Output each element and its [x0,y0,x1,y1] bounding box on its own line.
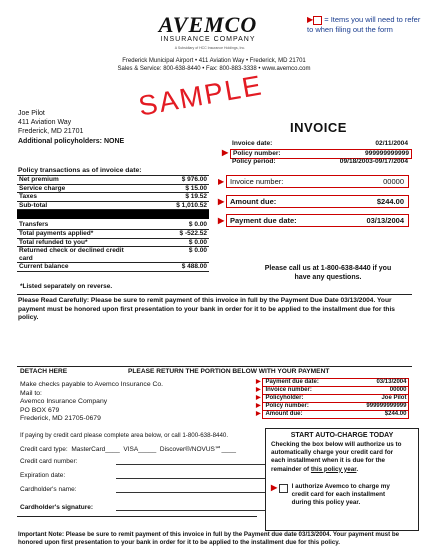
avemco-logo [148,12,268,43]
detach-line [17,366,412,367]
red-arrow-icon: ▶ [218,197,225,206]
table-row: Returned check or declined credit card $ 0.00 [19,247,207,262]
red-arrow-icon: ▶ [218,177,225,186]
table-row: Net premium $ 976.00 [19,176,207,183]
red-arrow-icon: ▶ [218,216,225,225]
cardholder-name-field[interactable] [116,486,266,493]
company-contact: Sales & Service: 800-638-8440 • Fax: 800-883-3338 • www.avemco.com [117,66,311,72]
remit-address: Make checks payable to Avemco Insurance Co. Mail to: Avemco Insurance Company PO BOX 679 Frederick, MD 21705-0679 [20,381,164,423]
card-type-row: Credit card type: MasterCard____ VISA_____ Discover®/NOVUS℠____ [20,446,236,453]
recipient-city: Frederick, MD 21701 [18,128,84,135]
stub-row: ▶ Invoice number: 00000 [256,386,414,394]
red-arrow-icon: ▶ [256,403,261,409]
auto-charge-title: START AUTO-CHARGE TODAY [290,432,394,439]
policy-number-row: ▶ Policy number: 999999999999 [222,148,412,159]
sample-watermark: SAMPLE [136,69,266,122]
recipient-address [18,109,83,136]
red-arrow-icon: ▶ [256,411,261,417]
return-portion-note: PLEASE RETURN THE PORTION BELOW WITH YOUR PAYMENT [128,368,330,375]
recipient-street: 411 Aviation Way [18,119,72,126]
legend [307,15,425,34]
section-divider [17,294,412,295]
mastercard-option[interactable]: MasterCard____ [71,446,120,453]
table-row: Service charge $ 15.00 [19,184,207,192]
auto-charge-body: Checking the box below will authorize us to automatically charge your credit card for each installment when it is due for the remainder of this policy year. [271,441,402,473]
table-row: Current balance $ 488.00 [19,263,207,271]
table-row: Total refunded to you* $ 0.00 [19,238,207,246]
card-intro: If paying by credit card please complete area below, or call 1-800-638-8440. [20,432,229,439]
transactions-heading: Policy transactions as of invoice date: [18,167,142,174]
section-divider [17,516,257,517]
card-number-field[interactable] [116,458,266,465]
table-row: Transfers $ 0.00 [19,221,207,229]
table-row: Sub-total $ 1,010.52 [19,201,207,209]
logo-tagline: A Subsidiary of HCC Insurance Holdings, Inc. [174,46,246,50]
invoice-date-row: Invoice date: 02/11/2004 [232,140,408,147]
invoice-title: INVOICE [290,120,347,135]
transactions-table [17,175,209,272]
table-row: Taxes $ 19.52 [19,193,207,201]
red-arrow-icon: ▶ [271,483,278,492]
amount-due-box: ▶ Amount due: $244.00 [218,195,413,208]
divider-bar [17,210,209,219]
stub-row: ▶ Amount due: $244.00 [256,410,414,418]
table-row: Total payments applied* $ -522.52 [19,229,207,237]
important-note: Important Note: Please be sure to remit payment of this invoice in full by the Payment due date 03/13/2004. Your payment must be honored upon first presentation to your bank in order for it to be applied to the installment due for this policy. [18,531,400,546]
red-arrow-icon: ▶ [222,148,229,157]
auto-charge-box [265,428,419,531]
additional-policyholders: Additional policyholders: NONE [18,138,125,145]
recipient-name: Joe Pilot [18,110,45,117]
detach-here: DETACH HERE [20,368,68,375]
stub-row: ▶ Policyholder: Joe Pilot [256,394,414,402]
company-address: Frederick Municipal Airport • 411 Aviation Way • Frederick, MD 21701 [122,58,306,64]
transactions-footnote: *Listed separately on reverse. [20,283,113,290]
auto-charge-checkbox[interactable] [279,484,288,493]
signature-field[interactable] [116,504,266,511]
expiration-field[interactable] [116,472,266,479]
stub-row: ▶ Payment due date: 03/13/2004 [256,378,414,386]
auto-charge-check-row: ▶ I authorize Avemco to charge my credit card for each installment during this policy year. [271,483,390,506]
discover-option[interactable]: Discover®/NOVUS℠____ [159,446,236,453]
expiration-row: Expiration date: [20,472,266,479]
visa-option[interactable]: VISA_____ [123,446,157,453]
payment-stub [256,378,414,418]
call-us-note: Please call us at 1-800-638-8440 if you have any questions. [264,265,392,281]
logo-subtitle: INSURANCE COMPANY [160,36,256,43]
legend-text: = Items you will need to refer to when filing out the form [307,15,421,34]
payment-due-box: ▶ Payment due date: 03/13/2004 [218,214,413,227]
red-box-icon [313,16,322,25]
red-arrow-icon: ▶ [307,15,314,24]
stub-row: ▶ Policy number: 999999999999 [256,402,414,410]
red-arrow-icon: ▶ [256,387,261,393]
policy-period-row: Policy period: 09/18/2003-09/17/2004 [232,158,408,165]
red-arrow-icon: ▶ [256,395,261,401]
logo-name: AVEMCO [158,12,258,37]
card-number-row: Credit card number: [20,458,266,465]
cardholder-name-row: Cardholder's name: [20,486,266,493]
read-carefully-note: Please Read Carefully: Please be sure to remit payment of this invoice in full by the Payment Due Date 03/13/2004. Your payment must be honored upon first presentation to your bank in order for it to be applied to the installment due for this policy. [18,297,395,321]
signature-row: Cardholder's signature: [20,504,266,511]
red-arrow-icon: ▶ [256,379,261,385]
invoice-number-box: ▶ Invoice number: 00000 [218,175,413,188]
